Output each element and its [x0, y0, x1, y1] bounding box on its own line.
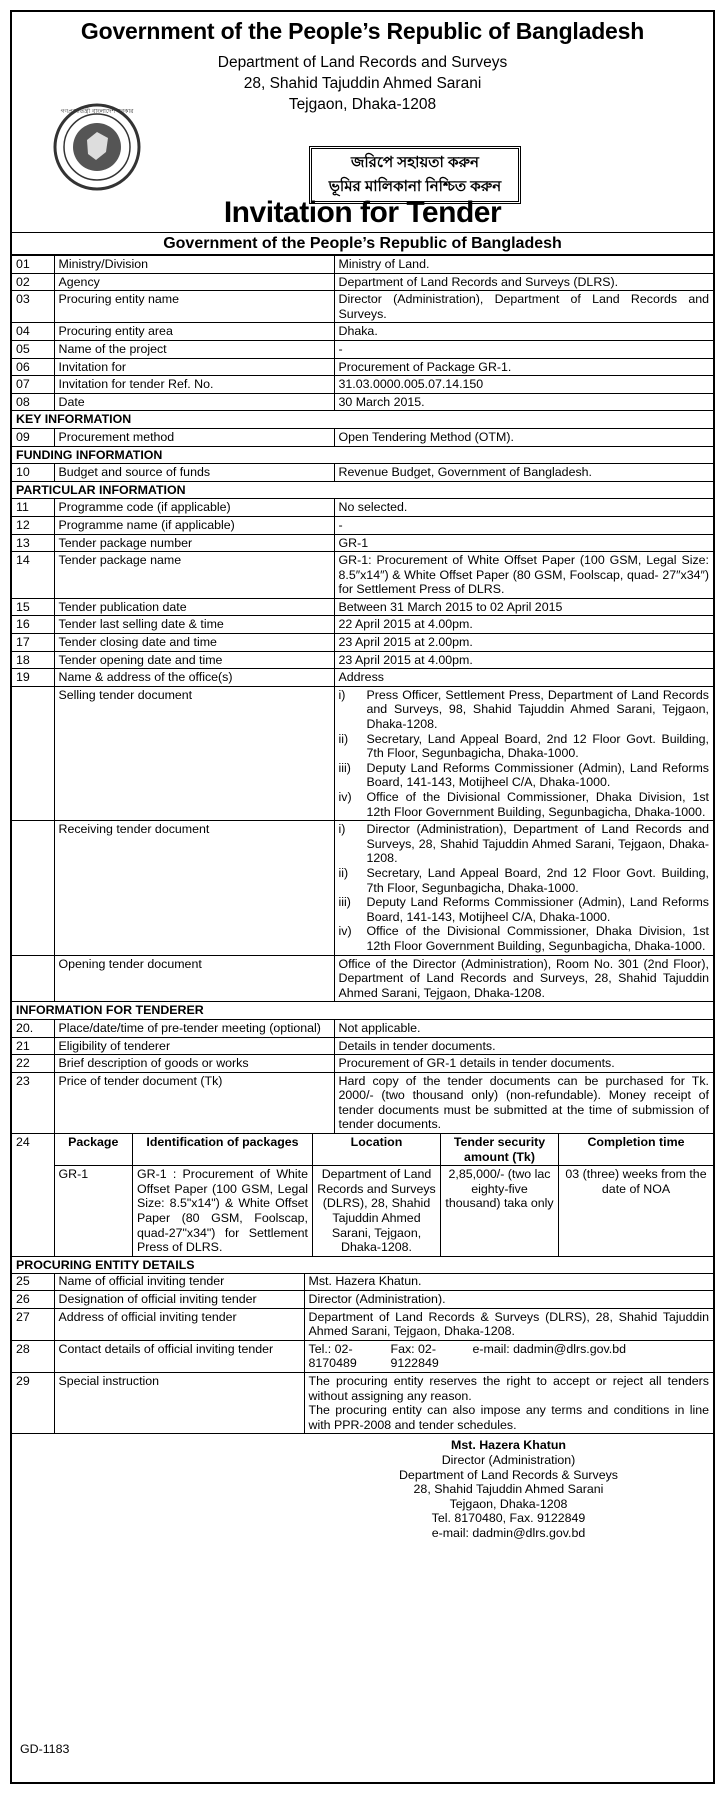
table-cell: 23	[12, 1072, 54, 1133]
table-row	[12, 516, 713, 534]
motto-box: জরিপে সহায়তা করুন ভূমির মালিকানা নিশ্চিত করুন	[309, 146, 521, 204]
table-cell: Tender last selling date & time	[54, 616, 334, 634]
table-cell: Dhaka.	[334, 323, 713, 341]
table-row	[12, 1273, 713, 1290]
table-row	[12, 291, 713, 323]
table-cell: Name of official inviting tender	[54, 1273, 304, 1290]
list-item: ii) Secretary, Land Appeal Board, 2nd 12 Floor Govt. Building, 7th Floor, Segunbagicha, Dhaka-1000.	[338, 865, 709, 895]
table-cell: 03	[12, 291, 54, 323]
list-item: iv) Office of the Divisional Commissioner, Dhaka Division, 1st 12th Floor Government Building, Segunbagicha, Dhaka-1000.	[338, 924, 709, 953]
table-cell: -	[334, 516, 713, 534]
table-cell: Date	[54, 393, 334, 411]
table-cell	[55, 1166, 714, 1256]
table-cell: Place/date/time of pre-tender meeting (optional)	[54, 1019, 334, 1037]
opening-office-row	[12, 955, 713, 1002]
table-cell: 05	[12, 340, 54, 358]
table-cell: Package	[55, 1134, 133, 1166]
table-cell: GR-1: Procurement of White Offset Paper (100 GSM, Legal Size: 8.5″x14″) & White Offset Paper (80 GSM, Foolscap, quad- 27″x34″) for Settlement Press of DLRS.	[334, 552, 713, 599]
table-row	[12, 1291, 713, 1309]
table-cell: 22	[12, 1055, 54, 1073]
table-cell: GR-1 : Procurement of White Offset Paper (100 GSM, Legal Size: 8.5"x14") & White Offset Paper (80 GSM, Foolscap, quad-27"x34") for Settlement Press of DLRS.	[133, 1166, 313, 1256]
table-row	[12, 428, 713, 446]
table-row	[12, 273, 713, 291]
table-cell: 31.03.0000.005.07.14.150	[334, 376, 713, 394]
list-item: iii) Deputy Land Reforms Commissioner (Admin), Land Reforms Board, 141-143, Motijheel C/A, Dhaka-1000.	[338, 895, 709, 924]
table-cell: Open Tendering Method (OTM).	[334, 428, 713, 446]
table-cell: 06	[12, 358, 54, 376]
table-cell: Procuring entity name	[54, 291, 334, 323]
table-cell: Receiving tender document	[54, 821, 334, 955]
table-row	[12, 616, 713, 634]
table-cell	[12, 686, 54, 820]
table-cell: Tender opening date and time	[54, 651, 334, 669]
subtitle: Government of the People’s Republic of Bangladesh	[12, 233, 713, 255]
table-cell: KEY INFORMATION	[12, 411, 713, 429]
table-cell: 10	[12, 464, 54, 482]
table-cell: Invitation for	[54, 358, 334, 376]
government-title: Government of the People’s Republic of Bangladesh	[80, 18, 645, 44]
svg-text:গণপ্রজাতন্ত্রী বাংলাদেশ সরকার: গণপ্রজাতন্ত্রী বাংলাদেশ সরকার	[60, 108, 134, 115]
table-cell: Procurement of Package GR-1.	[334, 358, 713, 376]
table-cell: Ministry/Division	[54, 256, 334, 274]
table-row	[12, 499, 713, 517]
table-cell: 04	[12, 323, 54, 341]
table-cell: 12	[12, 516, 54, 534]
table-cell: Details in tender documents.	[334, 1037, 713, 1055]
list-item: i) Press Officer, Settlement Press, Department of Land Records and Surveys, 98, Shahid Tajuddin Ahmed Sarani, Tejgaon, Dhaka-1208.	[338, 687, 709, 732]
table-row	[12, 534, 713, 552]
table-cell: Price of tender document (Tk)	[54, 1072, 334, 1133]
table-cell: Special instruction	[54, 1372, 304, 1433]
package-table	[55, 1134, 714, 1256]
table-cell: Office of the Director (Administration), Room No. 301 (2nd Floor), Department of Land Records and Surveys, 28, Shahid Tajuddin Ahmed Sarani, Tejgaon, Dhaka-1208.	[334, 955, 713, 1002]
table-cell: Procurement method	[54, 428, 334, 446]
table-cell: Director (Administration).	[304, 1291, 713, 1309]
table-cell: Programme name (if applicable)	[54, 516, 334, 534]
list-item: ii) Secretary, Land Appeal Board, 2nd 12 Floor Govt. Building, 7th Floor, Segunbagicha, Dhaka-1000.	[338, 731, 709, 761]
table-cell: FUNDING INFORMATION	[12, 446, 713, 464]
table-cell: 21	[12, 1037, 54, 1055]
table-row	[12, 340, 713, 358]
table-cell: Invitation for tender Ref. No.	[54, 376, 334, 394]
table-row	[12, 1019, 713, 1037]
receiving-office-list	[339, 822, 710, 953]
table-cell: Location	[313, 1134, 441, 1166]
table-cell: Programme code (if applicable)	[54, 499, 334, 517]
table-row	[12, 1055, 713, 1073]
table-row	[12, 1037, 713, 1055]
table-cell: Brief description of goods or works	[54, 1055, 334, 1073]
signatory-name: Mst. Hazera Khatun	[451, 1438, 566, 1453]
page-title: Invitation for Tender	[223, 196, 502, 229]
table-cell: GR-1	[55, 1166, 133, 1256]
contact-details: Tel.: 02-8170489 Fax: 02-9122849 e-mail: dadmin@dlrs.gov.bd	[308, 1341, 627, 1371]
table-cell: Completion time	[559, 1134, 714, 1166]
table-cell: 17	[12, 634, 54, 652]
table-cell: 20.	[12, 1019, 54, 1037]
table-cell: Designation of official inviting tender	[54, 1291, 304, 1309]
table-cell	[304, 1340, 713, 1372]
table-cell	[12, 821, 54, 955]
table-cell: Budget and source of funds	[54, 464, 334, 482]
table-cell: Opening tender document	[54, 955, 334, 1002]
table-cell: Mst. Hazera Khatun.	[304, 1273, 713, 1290]
table-cell: 30 March 2015.	[334, 393, 713, 411]
table-row	[12, 256, 713, 274]
table-cell	[12, 955, 54, 1002]
table-cell: Name of the project	[54, 340, 334, 358]
table-cell	[334, 686, 713, 820]
table-cell: Selling tender document	[54, 686, 334, 820]
table-row	[12, 552, 713, 599]
table-cell: 07	[12, 376, 54, 394]
table-cell: 26	[12, 1291, 54, 1309]
tender-table	[12, 255, 713, 1274]
table-cell	[334, 821, 713, 955]
list-item: i) Director (Administration), Department of Land Records and Surveys, 28, Shahid Tajuddin Ahmed Sarani, Tejgaon, Dhaka-1208.	[338, 822, 709, 866]
table-row	[12, 323, 713, 341]
list-item: iii) Deputy Land Reforms Commissioner (Admin), Land Reforms Board, 141-143, Motijheel C/A, Dhaka-1000.	[338, 760, 709, 790]
table-cell: Revenue Budget, Government of Bangladesh.	[334, 464, 713, 482]
table-cell: 2,85,000/- (two lac eighty-five thousand) taka only	[441, 1166, 559, 1256]
notice-header	[12, 12, 713, 233]
table-cell	[55, 1134, 714, 1166]
table-row	[12, 1308, 713, 1340]
table-cell: Hard copy of the tender documents can be purchased for Tk. 2000/- (two thousand only) (non-refundable). Money receipt of tender documents must be submitted at the time of submission of tender documents.	[334, 1072, 713, 1133]
table-row	[12, 358, 713, 376]
table-cell: PARTICULAR INFORMATION	[12, 481, 713, 499]
table-cell: Not applicable.	[334, 1019, 713, 1037]
table-cell: Tender publication date	[54, 598, 334, 616]
table-cell: Name & address of the office(s)	[54, 669, 334, 687]
table-cell: 14	[12, 552, 54, 599]
table-cell: 19	[12, 669, 54, 687]
table-cell: Procuring entity area	[54, 323, 334, 341]
table-row	[12, 376, 713, 394]
table-cell: 13	[12, 534, 54, 552]
department-address: Department of Land Records and Surveys 28, Shahid Tajuddin Ahmed Sarani Tejgaon, Dhaka-1208	[217, 54, 508, 113]
government-seal-icon	[52, 102, 142, 192]
table-cell: Director (Administration), Department of Land Records and Surveys.	[334, 291, 713, 323]
table-row	[12, 651, 713, 669]
table-cell: Address	[334, 669, 713, 687]
table-row	[12, 1340, 713, 1372]
table-row	[12, 393, 713, 411]
table-cell: 01	[12, 256, 54, 274]
list-item: iv) Office of the Divisional Commissioner, Dhaka Division, 1st 12th Floor Government Building, Segunbagicha, Dhaka-1000.	[338, 790, 709, 819]
table-cell: 23 April 2015 at 2.00pm.	[334, 634, 713, 652]
table-cell: 11	[12, 499, 54, 517]
table-cell: 29	[12, 1372, 54, 1433]
table-cell: Agency	[54, 273, 334, 291]
table-row	[12, 634, 713, 652]
table-cell: 15	[12, 598, 54, 616]
table-cell: 03 (three) weeks from the date of NOA	[559, 1166, 714, 1256]
section-header	[12, 1256, 713, 1274]
table-cell: 25	[12, 1273, 54, 1290]
table-cell: Ministry of Land.	[334, 256, 713, 274]
table-cell: Tender package number	[54, 534, 334, 552]
signature-block: Mst. Hazera Khatun Director (Administration) Department of Land Records & Surveys 28, Shahid Tajuddin Ahmed Sarani Tejgaon, Dhaka-1208 Tel. 8170480, Fax. 9122849 e-mail: dadmin@dlrs.gov.bd	[398, 1438, 618, 1540]
table-cell: Department of Land Records and Surveys (DLRS), 28, Shahid Tajuddin Ahmed Sarani, Tejgaon, Dhaka-1208.	[313, 1166, 441, 1256]
section-header	[12, 446, 713, 464]
table-cell	[54, 1134, 713, 1257]
tender-notice	[10, 10, 715, 1784]
table-cell: 16	[12, 616, 54, 634]
table-cell: 18	[12, 651, 54, 669]
entity-table	[12, 1273, 713, 1434]
section-header	[12, 481, 713, 499]
table-cell: Procurement of GR-1 details in tender documents.	[334, 1055, 713, 1073]
table-cell: 02	[12, 273, 54, 291]
receiving-offices-row	[12, 821, 713, 955]
table-cell: The procuring entity reserves the right to accept or reject all tenders without assigning any reason. The procuring entity can also impose any terms and conditions in line with PPR-2008 and tender schedules.	[304, 1372, 713, 1433]
table-cell: Department of Land Records and Surveys (DLRS).	[334, 273, 713, 291]
table-cell: 27	[12, 1308, 54, 1340]
table-cell: Contact details of official inviting tender	[54, 1340, 304, 1372]
table-cell: Eligibility of tenderer	[54, 1037, 334, 1055]
table-cell: Identification of packages	[133, 1134, 313, 1166]
section-header	[12, 411, 713, 429]
table-cell: Between 31 March 2015 to 02 April 2015	[334, 598, 713, 616]
table-cell: Tender closing date and time	[54, 634, 334, 652]
table-cell: Tender security amount (Tk)	[441, 1134, 559, 1166]
selling-office-list	[339, 688, 710, 819]
table-row	[12, 1072, 713, 1133]
table-row	[12, 1372, 713, 1433]
table-cell: -	[334, 340, 713, 358]
notice-code: GD-1183	[20, 1742, 70, 1756]
table-row	[12, 464, 713, 482]
table-cell: 23 April 2015 at 4.00pm.	[334, 651, 713, 669]
table-row	[12, 598, 713, 616]
table-cell: 09	[12, 428, 54, 446]
selling-offices-row	[12, 686, 713, 820]
table-cell: No selected.	[334, 499, 713, 517]
table-cell: GR-1	[334, 534, 713, 552]
table-cell: Department of Land Records & Surveys (DLRS), 28, Shahid Tajuddin Ahmed Sarani, Tejgaon, Dhaka-1208.	[304, 1308, 713, 1340]
table-cell: INFORMATION FOR TENDERER	[12, 1002, 713, 1020]
table-cell: 22 April 2015 at 4.00pm.	[334, 616, 713, 634]
table-cell: 24	[12, 1134, 54, 1257]
package-row	[12, 1134, 713, 1257]
table-row	[12, 669, 713, 687]
section-header	[12, 1002, 713, 1020]
table-cell: 28	[12, 1340, 54, 1372]
table-cell: PROCURING ENTITY DETAILS	[12, 1256, 713, 1274]
table-cell: Address of official inviting tender	[54, 1308, 304, 1340]
table-cell: 08	[12, 393, 54, 411]
table-cell: Tender package name	[54, 552, 334, 599]
